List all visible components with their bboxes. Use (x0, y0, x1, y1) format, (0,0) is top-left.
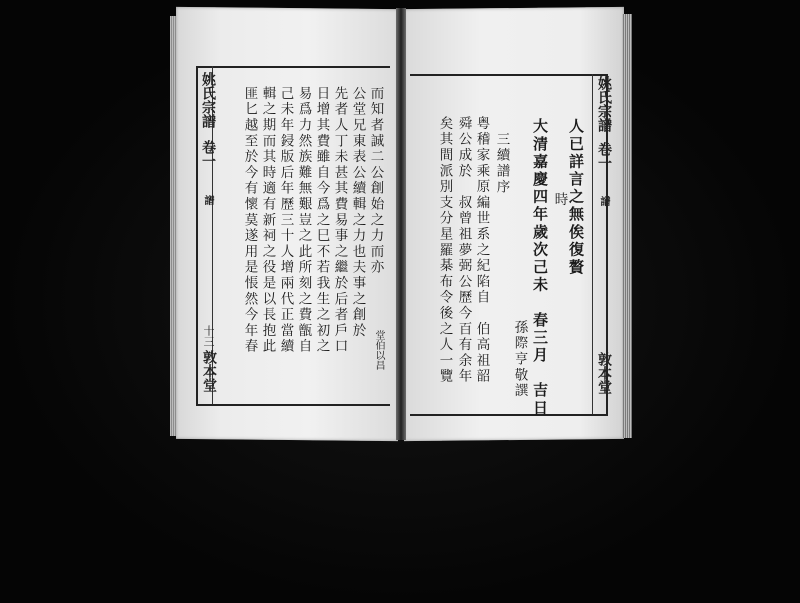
right-column-6: 粤稽家乘原編世系之紀陷自 伯高祖韶 (473, 116, 490, 385)
right-column-5: 三續譜序 (493, 132, 510, 196)
left-column-tail: 堂伯以昌 (373, 330, 384, 370)
left-column-2: 公堂兄東表公續輯之力也夫事之創於 (349, 86, 366, 339)
right-margin-rule (592, 74, 593, 414)
book-gutter (396, 8, 406, 440)
right-column-3: 大清嘉慶四年歲次己未 春三月 吉日 (531, 118, 549, 418)
right-column-1: 人已詳言之無俟復贅 (567, 118, 585, 277)
right-margin-title: 姚氏宗譜 (596, 76, 612, 132)
right-column-7: 舜公成於 叔曾祖夢弼公歷今百有余年 (455, 116, 472, 385)
right-hall-name: 敦本堂 (596, 352, 612, 394)
right-page-edges (622, 14, 632, 438)
left-column-6: 己未年鋟版后年歷三十人增兩代正當續 (277, 86, 294, 355)
left-folio-number: 十三 (202, 325, 215, 347)
left-margin-title: 姚氏宗譜 (200, 72, 216, 128)
left-column-4: 日增其費雖自今爲之巳不若我生之初之 (313, 86, 330, 355)
left-margin-volume: 卷一 (200, 140, 216, 168)
left-hall-name: 敦本堂 (201, 350, 217, 392)
left-column-1: 而知者誠二公創始之力而亦 (367, 86, 384, 276)
left-margin-section: 譜 (202, 195, 213, 205)
left-column-7: 輯之期而其時適有新祠之役是以長抱此 (259, 86, 276, 355)
left-column-5: 易爲力然族難無艱豈之此所刻之費甑自 (295, 86, 312, 355)
right-margin-volume: 卷一 (596, 142, 612, 170)
left-column-3: 先者人丁未甚其費易事之繼於后者戶口 (331, 86, 348, 355)
right-margin-section: 譜 (598, 196, 609, 206)
right-column-4: 孫際亨敬譔 (511, 320, 528, 399)
right-column-8: 矣其間派別支分星羅棊布令後之人一覽 (436, 116, 453, 385)
right-column-2: 時 (551, 192, 568, 208)
left-column-8: 匪匕越至於今有懷莫遂用是悵然今年春 (241, 86, 258, 355)
